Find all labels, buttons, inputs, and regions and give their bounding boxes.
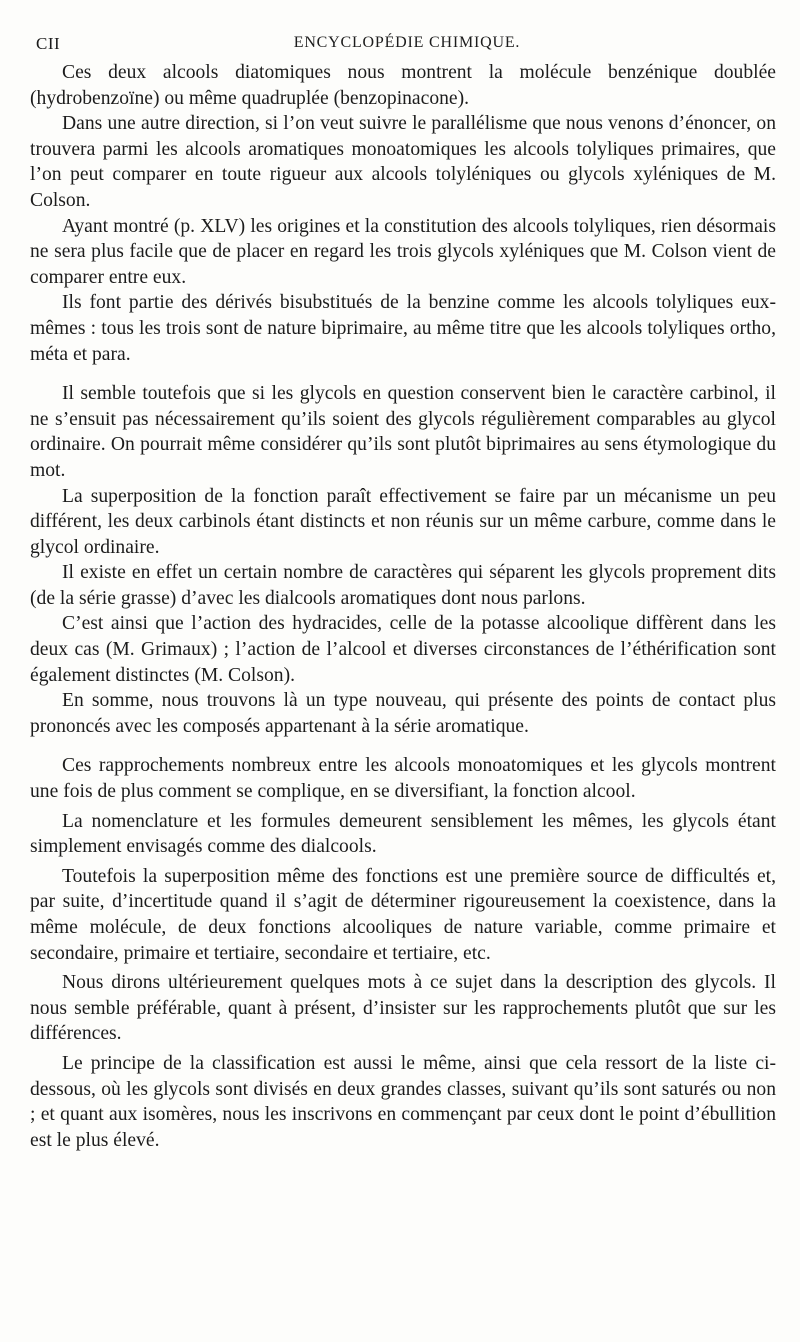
paragraph: Dans une autre direction, si l’on veut suivre le parallélisme que nous venons d’énoncer, on trouvera parmi les alcools aromatiques monoatomiques les alcools tolyliques primaires, que l’on peut comparer en toute rigueur aux alcools tolyléniques ou glycols xyléniques de M. Colson. — [30, 113, 776, 211]
paragraph: Ils font partie des dérivés bisubstitués de la benzine comme les alcools tolyliques eux-mêmes : tous les trois sont de nature biprimaire, au même titre que les alcools tolyliques ortho, méta et para. — [30, 292, 776, 365]
paragraph: Le principe de la classification est aussi le même, ainsi que cela ressort de la liste ci-dessous, où les glycols sont divisés en deux grandes classes, suivant qu’ils sont saturés ou non ; et quant aux isomères, nous les inscrivons en commençant par ceux dont le point d’ébullition est le plus élevé. — [30, 1052, 776, 1151]
paragraph: Ayant montré (p. XLV) les origines et la constitution des alcools tolyliques, rien désormais ne sera plus facile que de placer en regard les trois glycols xyléniques que M. Colson vient de comparer entre eux. — [30, 215, 776, 288]
paragraph: La nomenclature et les formules demeurent sensiblement les mêmes, les glycols étant simplement envisagés comme des dialcools. — [30, 810, 776, 858]
paragraph: Toutefois la superposition même des fonctions est une première source de difficultés et, par suite, d’incertitude quand il s’agit de déterminer rigoureusement la coexistence, dans la même molécule, de deux fonctions alcooliques de nature variable, comme primaire et secondaire, primaire et tertiaire, secondaire et tertiaire, etc. — [30, 865, 776, 964]
paragraph: Nous dirons ultérieurement quelques mots à ce sujet dans la description des glycols. Il nous semble préférable, quant à présent, d’insister sur les rapprochements plutôt que sur les différences. — [30, 972, 776, 1045]
paragraph: C’est ainsi que l’action des hydracides, celle de la potasse alcoolique diffèrent dans les deux cas (M. Grimaux) ; l’action de l’alcool et diverses circonstances de l’éthérification sont également distinctes (M. Colson). — [30, 613, 776, 686]
paragraph: Il semble toutefois que si les glycols en question conservent bien le caractère carbinol, il ne s’ensuit pas nécessairement qu’ils soient des glycols régulièrement comparables au glycol ordinaire. On pourrait même considérer qu’ils sont plutôt biprimaires au sens étymologique du mot. — [30, 383, 776, 481]
paragraph: Ces deux alcools diatomiques nous montrent la molécule benzénique doublée (hydrobenzoïne) ou même quadruplée (benzopinacone). — [30, 62, 776, 109]
body-text — [30, 60, 776, 1153]
paragraph: Ces rapprochements nombreux entre les alcools monoatomiques et les glycols montrent une fois de plus comment se complique, en se diversifiant, la fonction alcool. — [30, 755, 776, 803]
page-number: CII — [36, 34, 61, 53]
paragraph: En somme, nous trouvons là un type nouveau, qui présente des points de contact plus prononcés avec les composés appartenant à la série aromatique. — [30, 690, 776, 737]
paragraph: Il existe en effet un certain nombre de caractères qui séparent les glycols proprement dits (de la série grasse) d’avec les dialcools aromatiques dont nous parlons. — [30, 562, 776, 609]
paragraph: La superposition de la fonction paraît effectivement se faire par un mécanisme un peu différent, les deux carbinols étant distincts et non réunis sur un même carbure, comme dans le glycol ordinaire. — [30, 485, 776, 558]
running-title: ENCYCLOPÉDIE CHIMIQUE. — [293, 34, 521, 51]
page-header — [36, 34, 778, 58]
